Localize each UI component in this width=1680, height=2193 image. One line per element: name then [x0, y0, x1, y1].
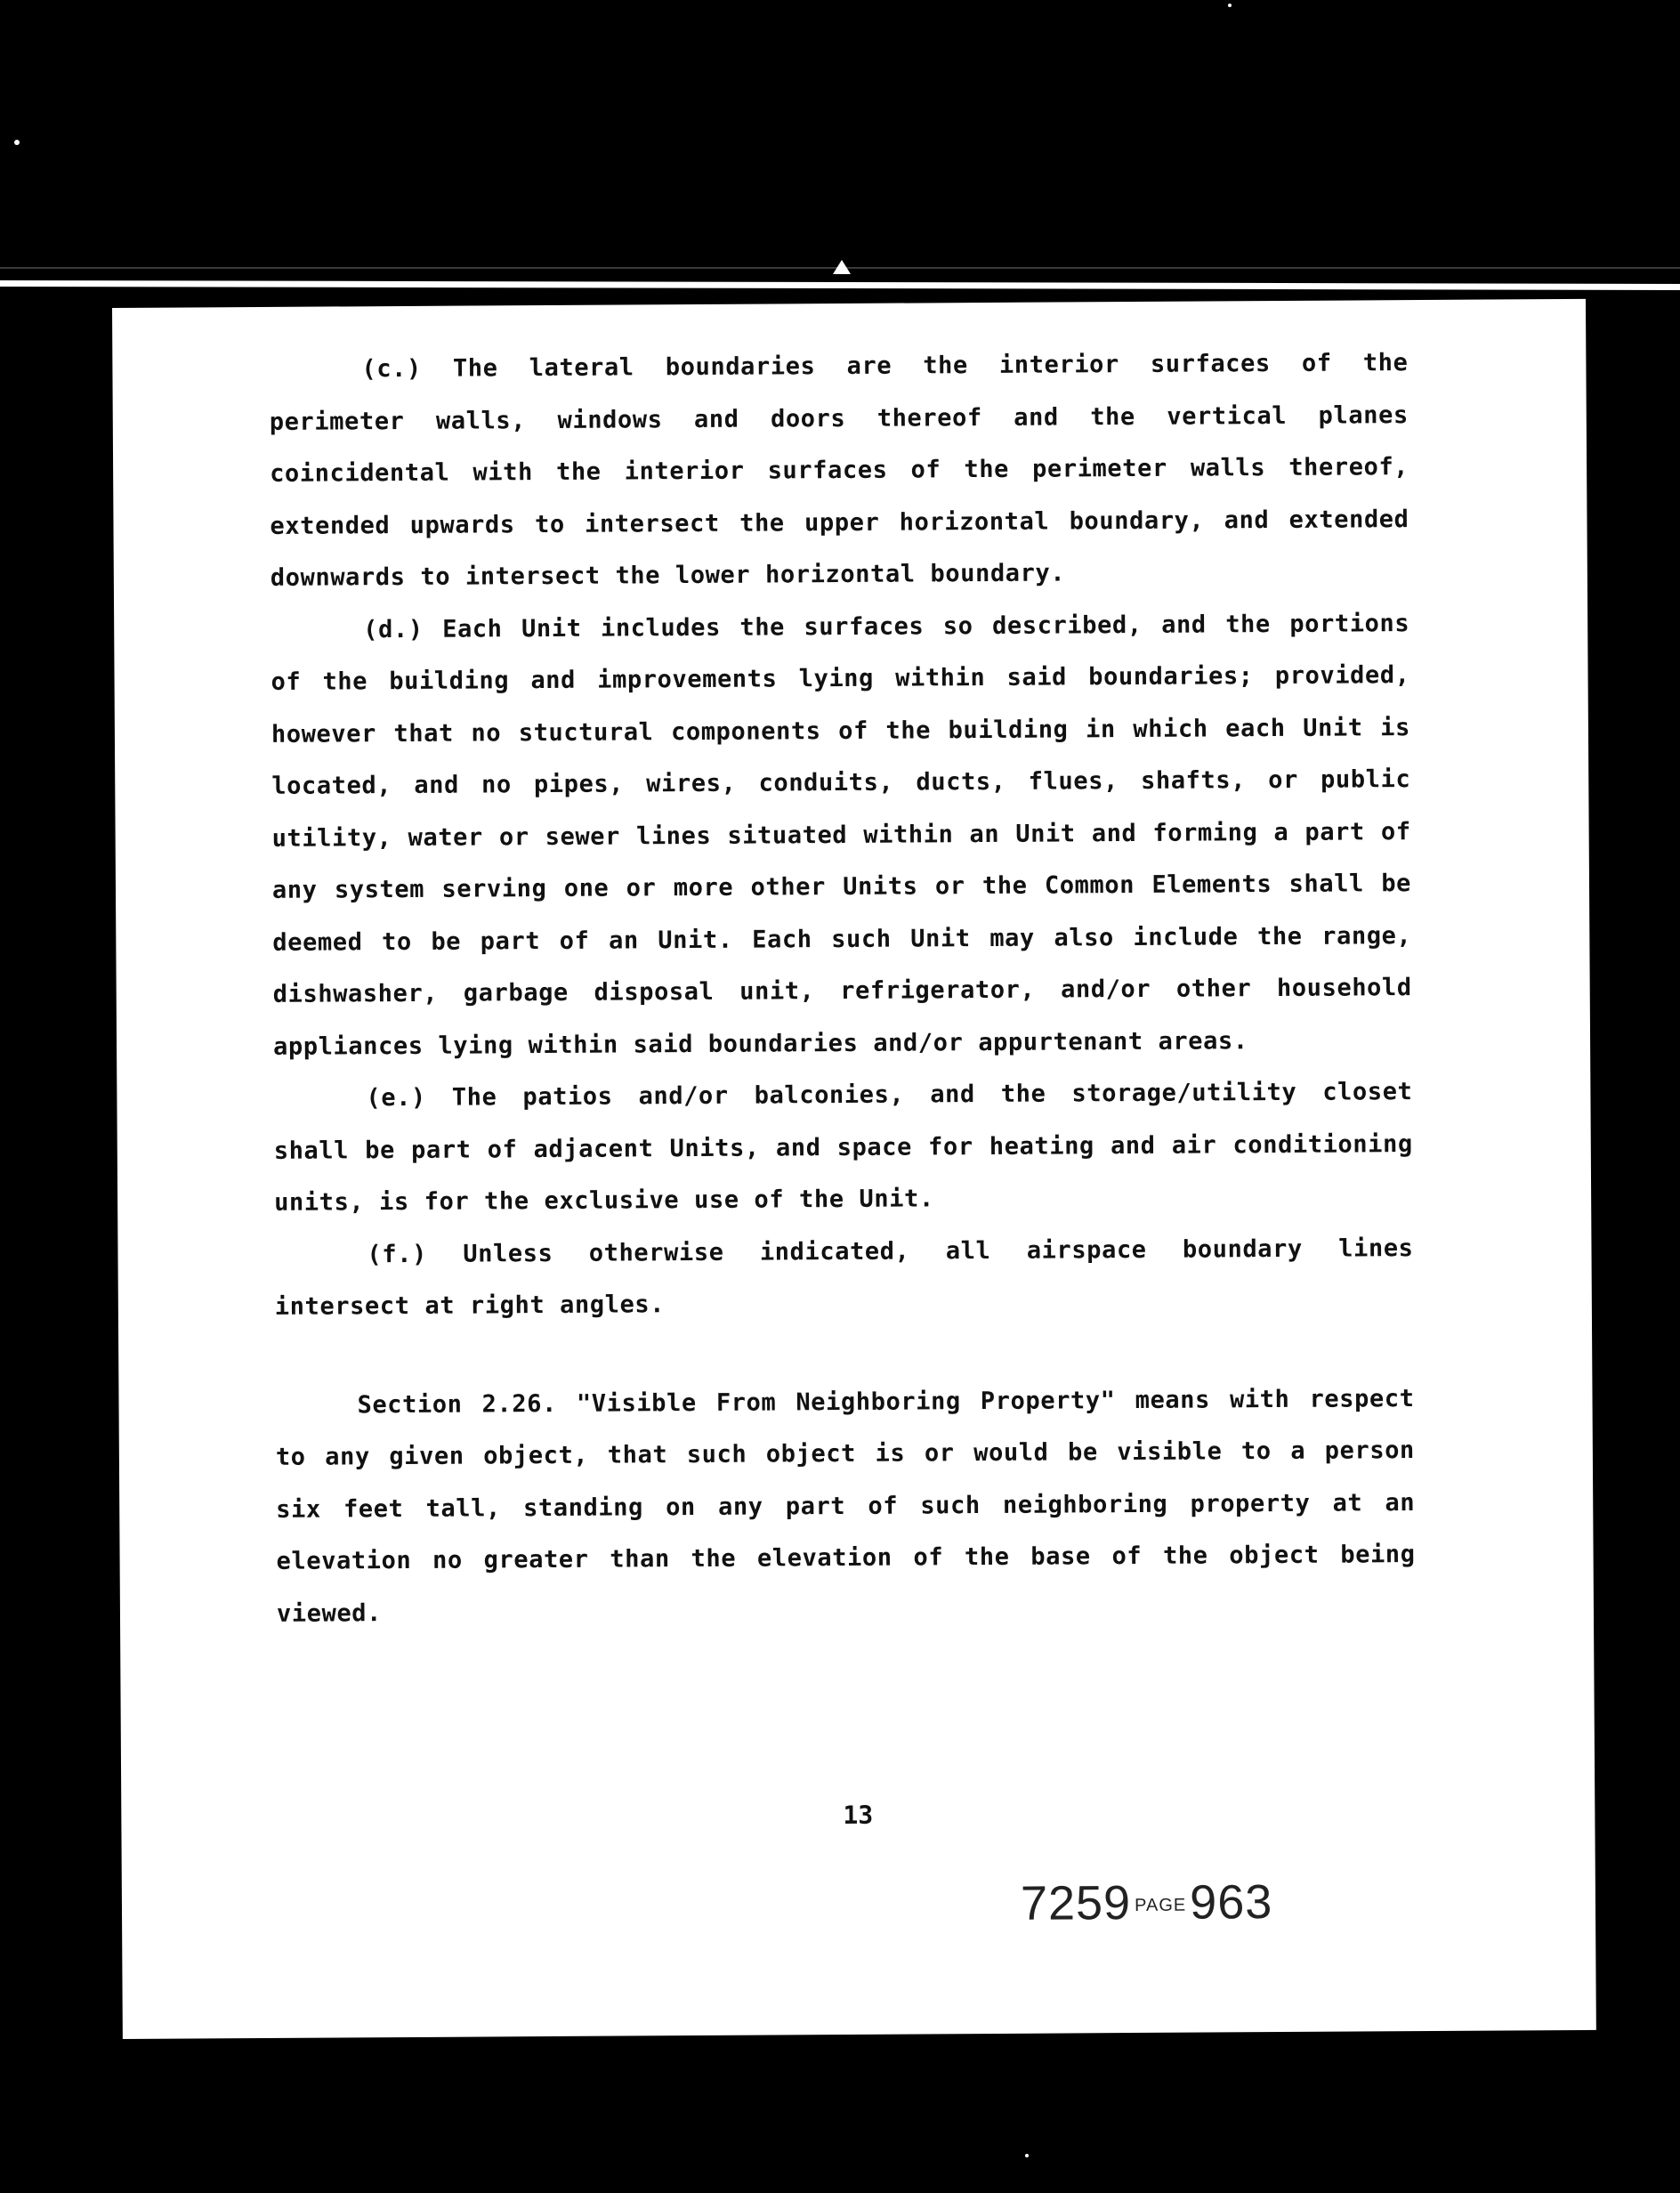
- paragraph-f: (f.) Unless otherwise indicated, all airspace boundary lines intersect at right angles.: [274, 1234, 1414, 1321]
- scan-speck: [1228, 4, 1232, 7]
- document-body: [269, 337, 1416, 1640]
- scan-speck: [14, 140, 20, 145]
- stamp-page-number: 963: [1190, 1875, 1273, 1930]
- recording-stamp: [1021, 1874, 1273, 1931]
- page-number: 13: [843, 1800, 874, 1831]
- document-page: [112, 299, 1596, 2039]
- stamp-page-label: PAGE: [1135, 1895, 1187, 1916]
- paragraph-c: (c.) The lateral boundaries are the interior surfaces of the perimeter walls, windows and doors thereof and the vertical planes coincidental with the interior surfaces of the perimeter walls thereof, extended upwards to intersect the upper horizontal boundary, and extended downwards to intersect the lower horizontal boundary.: [269, 349, 1409, 592]
- section-2-26: Section 2.26. "Visible From Neighboring Property" means with respect to any given object, that such object is or would be visible to a person six feet tall, standing on any part of such neighboring property at an elevation no greater than the elevation of the base of the object being viewed.: [275, 1384, 1416, 1628]
- stamp-book-number: 7259: [1020, 1876, 1132, 1930]
- scan-arrow-mark: [833, 260, 851, 274]
- scan-edge-line: [0, 280, 1680, 290]
- paragraph-d: (d.) Each Unit includes the surfaces so described, and the portions of the building and improvements lying within said boundaries; provided, however that no stuctural components of the building in which each Unit is located, and no pipes, wires, conduits, ducts, flues, shafts, or public utility, water or sewer lines situated within an Unit and forming a part of any system serving one or more other Units or the Common Elements shall be deemed to be part of an Unit. Each such Unit may also include the range, dishwasher, garbage disposal unit, refrigerator, and/or other household appliances lying within said boundaries and/or appurtenant areas.: [271, 609, 1412, 1061]
- scan-speck: [1025, 2154, 1029, 2157]
- paragraph-e: (e.) The patios and/or balconies, and the storage/utility closet shall be part of adjacent Units, and space for heating and air conditioning units, is for the exclusive use of the Unit.: [273, 1078, 1413, 1217]
